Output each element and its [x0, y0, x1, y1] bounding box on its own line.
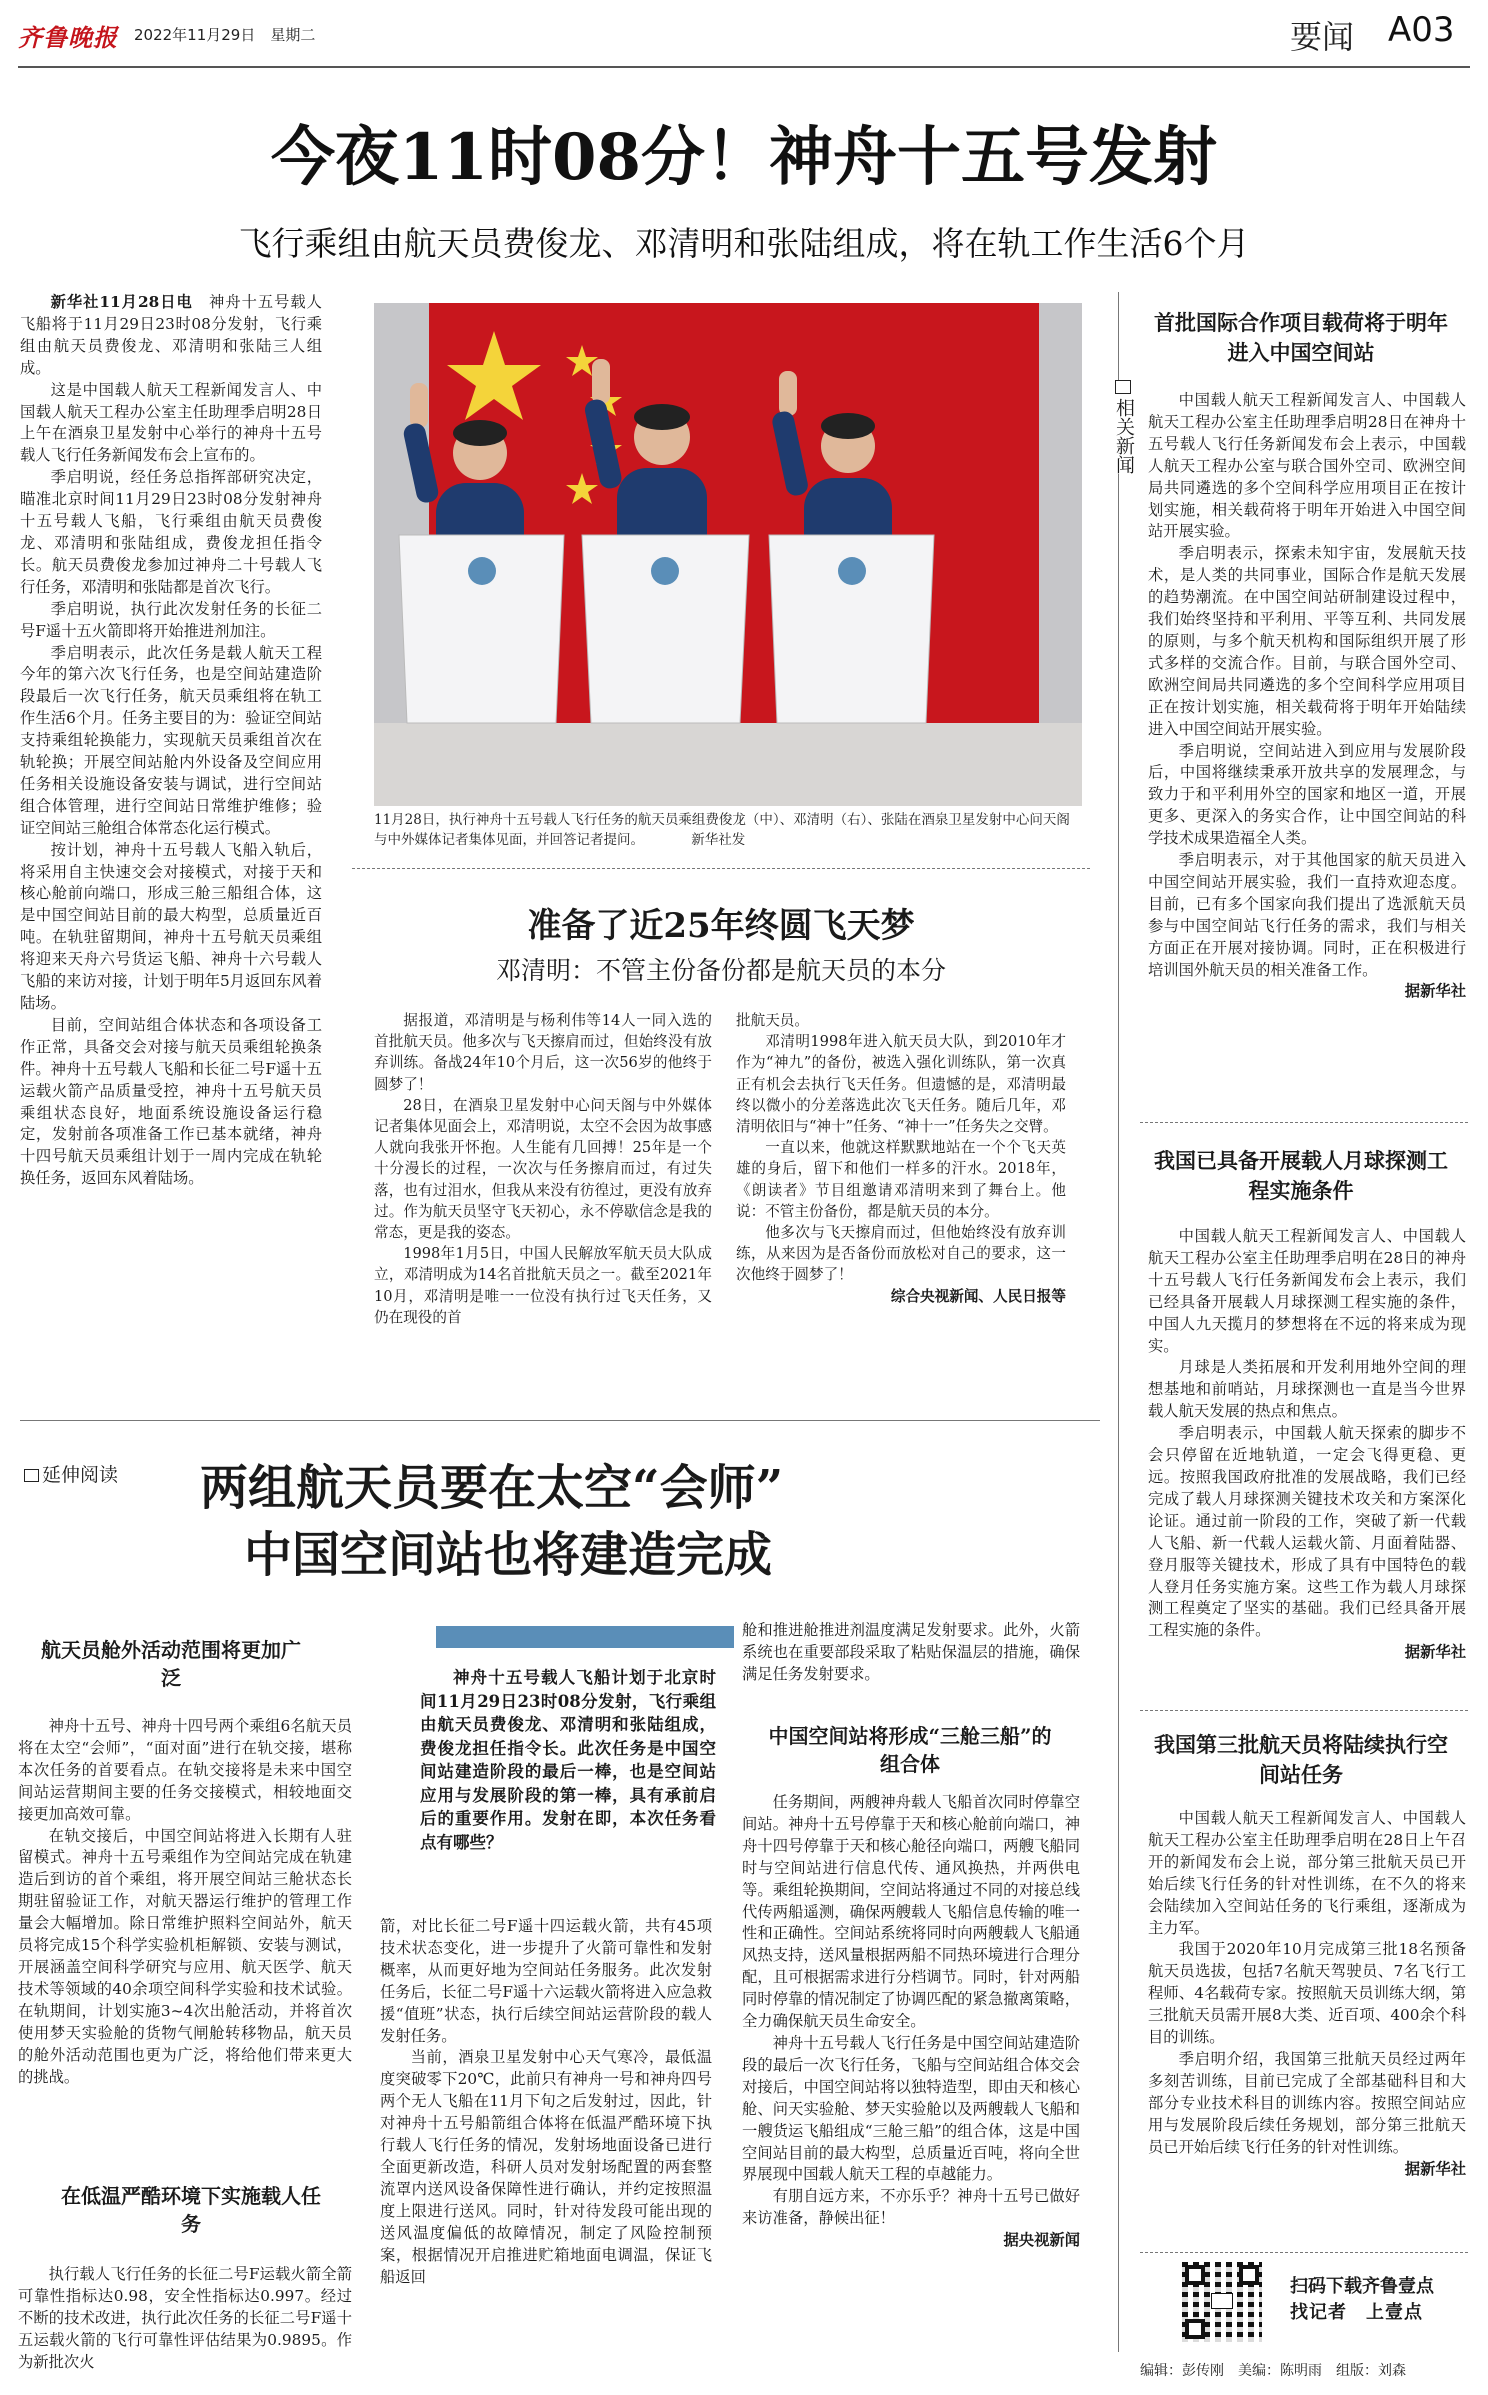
ext-article1 [18, 1716, 352, 2088]
paragraph: 邓清明1998年进入航天员大队，到2010年才作为“神九”的备份，被选入强化训练队，第一次真正有机会去执行飞天任务。但遗憾的是，邓清明最终以微小的分差落选此次飞天任务。随后几年，邓清明依旧与“神十”任务、“神十一”任务失之交臂。 [736, 1033, 1066, 1136]
page-number: A03 [1388, 10, 1455, 50]
ext-intro-box: 神舟十五号载人飞船计划于北京时间11月29日23时08分发射，飞行乘组由航天员费俊龙、邓清明和张陆组成，费俊龙担任指令长。此次任务是中国空间站建造阶段的最后一棒，也是空间站应用与发展阶段的第一棒，具有承前启后的重要作用。发射在即，本次任务看点有哪些？ [420, 1668, 716, 1852]
paragraph: 中国载人航天工程新闻发言人、中国载人航天工程办公室主任助理季启明在28日的神舟十五号载人飞行任务新闻发布会上表示，我们已经具备开展载人月球探测工程实施的条件，中国人九天揽月的梦想将在不远的将来成为现实。 [1148, 1227, 1466, 1355]
paragraph: 当前，酒泉卫星发射中心天气寒冷，最低温度突破零下20℃，此前只有神舟一号和神舟四号两个无人飞船在11月下旬之后发射过，因此，针对神舟十五号船箭组合体将在低温严酷环境下执行载人飞行任务的情况，发射场地面设备已进行全面更新改造，科研人员对发射场配置的两套整流罩内送风设备保障性进行确认，并约定按照温度上限进行送风。同时，针对待发段可能出现的送风温度偏低的故障情况，制定了风险控制预案，根据情况开启推进贮箱地面电调温，保证飞船返回 [380, 2048, 712, 2286]
paragraph: 据报道，邓清明是与杨利伟等14人一同入选的首批航天员。他多次与飞天擦肩而过，但始终没有放弃训练。备战24年10个月后，这一次56岁的他终于圆梦了！ [374, 1012, 712, 1093]
ext-headline-1: 两组航天员要在太空“会师” [200, 1460, 784, 1516]
paragraph: 中国载人航天工程新闻发言人、中国载人航天工程办公室主任助理季启明28日在神舟十五号载人飞行任务新闻发布会上表示，中国载人航天工程办公室与联合国外空司、欧洲空间局共同遴选的多个空间科学应用项目正在按计划实施，相关载荷将于明年开始进入中国空间站开展实验。 [1148, 391, 1466, 541]
paragraph: 有朋自远方来，不亦乐乎？神舟十五号已做好来访准备，静候出征！ [742, 2187, 1080, 2228]
ext-mid-col [380, 1916, 712, 2378]
sidebar-rule [1140, 1710, 1468, 1711]
paragraph: 神舟十五号载人飞船将于11月29日23时08分发射，飞行乘组由航天员费俊龙、邓清明和张陆三人组成。 [20, 293, 322, 377]
masthead-date: 2022年11月29日 星期二 [134, 26, 316, 44]
paragraph: 中国载人航天工程新闻发言人、中国载人航天工程办公室主任助理季启明在28日上午召开的新闻发布会上说，部分第三批航天员已开始后续飞行任务的针对性训练，在不久的将来会陆续加入空间站任务的飞行乘组，逐渐成为主力军。 [1148, 1809, 1466, 1937]
ext-right-top [742, 1620, 1080, 1686]
news-photo [374, 303, 1082, 806]
paragraph: 他多次与飞天擦肩而过，但他始终没有放弃训练，从来因为是否备份而放松对自己的要求，这一次他终于圆梦了！ [736, 1224, 1066, 1284]
qr-text: 扫码下载齐鲁壹点 找记者 上壹点 [1290, 2276, 1434, 2323]
feature-right-col [736, 1010, 1066, 1394]
paragraph: 季启明表示，探索未知宇宙，发展航天技术，是人类的共同事业，国际合作是航天发展的趋势潮流。在中国空间站研制建设过程中，我们始终坚持和平利用、平等互利、共同发展的原则，与多个航天机构和国际组织开展了形式多样的交流合作。目前，与联合国外空司、欧洲空间局共同遴选的多个空间科学应用项目正在按计划实施，相关载荷将于明年开始陆续进入中国空间站开展实验。 [1148, 544, 1466, 738]
sidebar-story2-title: 我国已具备开展载人月球探测工程实施条件 [1154, 1148, 1448, 1203]
sidebar-story1-title: 首批国际合作项目载荷将于明年进入中国空间站 [1154, 310, 1448, 365]
feature-left-col [374, 1010, 712, 1394]
paragraph: 这是中国载人航天工程新闻发言人、中国载人航天工程办公室主任助理季启明28日上午在酒泉卫星发射中心举行的神舟十五号载人飞行任务新闻发布会上宣布的。 [20, 380, 322, 465]
paragraph: 在轨交接后，中国空间站将进入长期有人驻留模式。神舟十五号乘组作为空间站完成在轨建造后到访的首个乘组，将开展空间站三舱状态长期驻留验证工作，对航天器运行维护的管理工作量会大幅增加。除日常维护照料空间站外，航天员将完成15个科学实验机柜解锁、安装与测试，开展涵盖空间科学研究与应用、航天医学、航天技术等领域的40余项空间科学实验和技术试验。在轨期间，计划实施3~4次出舱活动，并将首次使用梦天实验舱的货物气闸舱转移物品，航天员的舱外活动范围也更为广泛，将给他们带来更大的挑战。 [18, 1826, 352, 2086]
sidebar-story1 [1148, 390, 1466, 1110]
ext-headline-2: 中国空间站也将建造完成 [244, 1527, 773, 1583]
ext-article1-title: 航天员舱外活动范围将更加广泛 [41, 1638, 301, 1690]
ext-article2-title: 在低温严酷环境下实施载人任务 [61, 2184, 321, 2236]
sidebar-rule [1140, 1122, 1468, 1123]
paragraph: 任务期间，两艘神舟载人飞船首次同时停靠空间站。神舟十五号停靠于天和核心舱前向端口，神舟十四号停靠于天和核心舱径向端口，两艘飞船同时与空间站进行信息代传、通风换热，并两供电等。乘组轮换期间，空间站将通过不同的对接总线代传两船遥测，确保两艘载人飞船信息传输的唯一性和正确性。空间站系统将同时向两艘载人飞船通风热支持，送风量根据两船不同热环境进行合理分配，且可根据需求进行分档调节。同时，针对两船同时停靠的情况制定了协调匹配的紧急撤离策略，全力确保航天员生命安全。 [742, 1793, 1080, 2031]
paragraph: 我国于2020年10月完成第三批18名预备航天员选拔，包括7名航天驾驶员、7名飞行工程师、4名载荷专家。按照航天员训练大纲，第三批航天员需开展8大类、近百项、400余个科目的训练。 [1148, 1940, 1466, 2047]
feature-title: 准备了近25年终圆飞天梦 [527, 906, 915, 946]
paragraph: 按计划，神舟十五号载人飞船入轨后，将采用自主快速交会对接模式，对接于天和核心舱前向端口，形成三舱三船组合体，这是中国空间站目前的最大构型，总质量近百吨。在轨驻留期间，神舟十五号航天员乘组将迎来天舟六号货运飞船、神舟十六号载人飞船的来访对接，计划于明年5月返回东风着陆场。 [20, 840, 322, 1012]
feature-top-rule [352, 868, 1090, 869]
sidebar-story2 [1148, 1226, 1466, 1704]
ext-article3-title: 中国空间站将形成“三舱三船”的组合体 [768, 1724, 1052, 1776]
paragraph: 神舟十五号、神舟十四号两个乘组6名航天员将在太空“会师”，“面对面”进行在轨交接，堪称本次任务的首要看点。在轨交接将是未来中国空间站运营期间主要的任务交接模式，相较地面交接更加高效可靠。 [18, 1717, 352, 1823]
paragraph: 季启明介绍，我国第三批航天员经过两年多刻苦训练，目前已完成了全部基础科目和大部分专业技术科目的训练内容。按照空间站应用与发展阶段后续任务规划，部分第三批航天员已开始后续飞行任务的针对性训练。 [1148, 2049, 1466, 2156]
page-footer: 编辑：彭传刚 美编：陈明雨 组版：刘森 [1140, 2363, 1406, 2379]
paragraph: 28日，在酒泉卫星发射中心问天阁与中外媒体记者集体见面会上，邓清明说，太空不会因为故事感人就向我张开怀抱。人生能有几回搏！25年是一个十分漫长的过程，一次次与任务擦肩而过，有过失落，也有过泪水，但我从来没有彷徨过，更没有放弃过。作为航天员坚守飞天初心，永不停歇信念是我的常态，更是我的姿态。 [374, 1096, 712, 1242]
paragraph: 执行载人飞行任务的长征二号F运载火箭全箭可靠性指标达0.98，安全性指标达0.997。经过不断的技术改进，执行此次任务的长征二号F遥十五运载火箭的飞行可靠性评估结果为0.9895。作为新批次火 [18, 2265, 352, 2371]
paragraph: 神舟十五号载人飞行任务是中国空间站建造阶段的最后一次飞行任务，飞船与空间站组合体交会对接后，中国空间站将以独特造型，即由天和核心舱、问天实验舱、梦天实验舱以及两艘载人飞船和一艘货运飞船组成“三舱三船”的组合体，这是中国空间站目前的最大构型，总质量近百吨，将向全世界展现中国载人航天工程的卓越能力。 [742, 2033, 1080, 2184]
paragraph: 1998年1月5日，中国人民解放军航天员大队成立，邓清明成为14名首批航天员之一。截至2021年10月，邓清明是唯一一位没有执行过飞天任务，又仍在现役的首 [374, 1245, 712, 1326]
section-name: 要闻 [1290, 18, 1355, 56]
paragraph: 季启明表示，中国载人航天探索的脚步不会只停留在近地轨道，一定会飞得更稳、更远。按照我国政府批准的发展战略，我们已经完成了载人月球探测关键技术攻关和方案深化论证。通过前一阶段的工作，突破了新一代载人飞船、新一代载人运载火箭、月面着陆器、登月服等关键技术，形成了具有中国特色的载人登月任务实施方案。这些工作为载人月球探测工程奠定了坚实的基础。我们已经具备开展工程实施的条件。 [1148, 1424, 1466, 1640]
masthead-rule [18, 66, 1470, 68]
dateline: 新华社11月28日电 [50, 293, 193, 311]
paragraph: 季启明说，经任务总指挥部研究决定，瞄准北京时间11月29日23时08分发射神舟十五号载人飞船，飞行乘组由航天员费俊龙、邓清明和张陆组成，费俊龙担任指令长。航天员费俊龙参加过神舟二十号载人飞行任务，邓清明和张陆都是首次飞行。 [20, 468, 322, 596]
paragraph: 月球是人类拓展和开发利用地外空间的理想基地和前哨站，月球探测也一直是当今世界载人航天发展的热点和焦点。 [1148, 1358, 1466, 1421]
ext-article2 [18, 2264, 352, 2374]
qr-code-icon[interactable] [1182, 2262, 1262, 2342]
paragraph: 季启明说，执行此次发射任务的长征二号F遥十五火箭即将开始推进剂加注。 [20, 599, 322, 640]
credit: 据新华社 [1404, 982, 1466, 1001]
masthead-logo: 齐鲁晚报 [18, 23, 118, 52]
paragraph: 箭，对比长征二号F遥十四运载火箭，共有45项技术状态变化，进一步提升了火箭可靠性和发射概率，从而更好地为空间站任务服务。此次发射任务后，长征二号F遥十六运载火箭将进入应急救援“值班”状态，执行后续空间站运营阶段的载人发射任务。 [380, 1917, 712, 2045]
credit: 据新华社 [1404, 1643, 1466, 1662]
photo-caption: 11月28日，执行神舟十五号载人飞行任务的航天员乘组费俊龙（中）、邓清明（右）、张陆在酒泉卫星发射中心问天阁与中外媒体记者集体见面，并回答记者提问。 新华社发 [374, 812, 1070, 848]
paragraph: 一直以来，他就这样默默地站在一个个飞天英雄的身后，留下和他们一样多的汗水。2018年，《朗读者》节目组邀请邓清明来到了舞台上。他说：不管主份备份，都是航天员的本分。 [736, 1139, 1066, 1220]
paragraph: 季启明说，空间站进入到应用与发展阶段后，中国将继续秉承开放共享的发展理念，与致力于和平利用外空的国家和地区一道，开展更多、更深入的务实合作，让中国空间站的科学技术成果造福全人类。 [1148, 741, 1466, 848]
sidebar-rule [1140, 2252, 1468, 2253]
sidebar-story3-title: 我国第三批航天员将陆续执行空间站任务 [1154, 1732, 1448, 1787]
related-news-tag: 相关新闻 [1112, 380, 1134, 474]
main-article [20, 292, 322, 1402]
paragraph: 舱和推进舱推进剂温度满足发射要求。此外，火箭系统也在重要部段采取了粘贴保温层的措施，确保满足任务发射要求。 [742, 1621, 1080, 1683]
sidebar-story3 [1148, 1808, 1466, 2242]
main-headline: 今夜11时08分！神舟十五号发射 [270, 120, 1218, 195]
credit: 据新华社 [1404, 2159, 1466, 2178]
paragraph: 目前，空间站组合体状态和各项设备工作正常，具备交会对接与航天员乘组轮换条件。神舟十五号载人飞船和长征二号F遥十五运载火箭产品质量受控，神舟十五号航天员乘组状态良好，地面系统设施设备运行稳定，发射前各项准备工作已基本就绪，神舟十四号航天员乘组计划于一周内完成在轨轮换任务，返回东风着陆场。 [20, 1015, 322, 1188]
sidebar-divider [1118, 292, 1119, 2352]
credit: 据央视新闻 [1003, 2231, 1080, 2250]
extended-reading-tag: 延伸阅读 [24, 1460, 118, 1487]
ext-article3 [742, 1792, 1080, 2372]
related-news-icon [1115, 380, 1131, 394]
paragraph: 季启明表示，此次任务是载人航天工程今年的第六次飞行任务，也是空间站建造阶段最后一次飞行任务，航天员乘组将在轨工作生活6个月。任务主要目的为：验证空间站支持乘组轮换能力，实现航天员乘组首次在轨轮换；开展空间站舱内外设备及空间应用任务相关设施设备安装与调试，进行空间站组合体管理，进行空间站日常维护维修；验证空间站三舱组合体常态化运行模式。 [20, 643, 322, 837]
reading-icon [24, 1469, 39, 1482]
feature-credit: 综合央视新闻、人民日报等 [890, 1287, 1066, 1305]
paragraph: 季启明表示，对于其他国家的航天员进入中国空间站开展实验，我们一直持欢迎态度。目前，已有多个国家向我们提出了选派航天员参与中国空间站飞行任务的需求，我们与相关方面正在开展对接协调。同时，正在积极进行培训国外航天员的相关准备工作。 [1148, 851, 1466, 979]
paragraph: 批航天员。 [736, 1012, 809, 1029]
section-rule [20, 1420, 1100, 1421]
ext-box-bar [436, 1626, 734, 1648]
feature-subtitle: 邓清明：不管主份备份都是航天员的本分 [495, 956, 946, 985]
main-subheadline: 飞行乘组由航天员费俊龙、邓清明和张陆组成，将在轨工作生活6个月 [238, 224, 1250, 263]
